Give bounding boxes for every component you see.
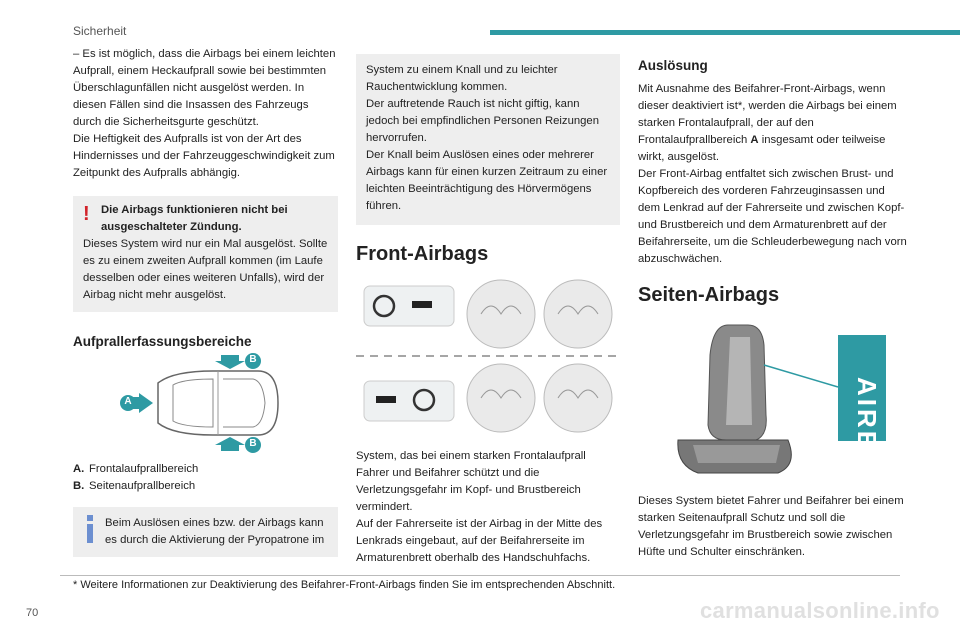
front-airbags-heading: Front-Airbags [356,243,489,265]
airbag-tag-label: AIRBAG [852,377,882,498]
label-b-bottom: B [249,438,257,449]
trigger-text-2: Der Front-Airbag entfaltet sich zwischen Brust- und Kopfbereich des vorderen Fahrzeuginsassen und dem Lenkrad auf der Fahrerseite und zwischen Kopf- und Brustbereich und dem Armaturenbrett auf der Beifahrerseite, um die Schleuderbewegung nach vorn abzuschwächen. [638,168,907,265]
column-1 [73,46,338,557]
warning-bold-text: Die Airbags funktionieren nicht bei ausgeschalteter Zündung. [101,204,288,233]
warning-box [73,196,338,312]
impact-zones-figure [73,353,338,453]
footnote: * Weitere Informationen zur Deaktivierung des Beifahrer-Front-Airbags finden Sie im entsprechenden Abschnitt. [73,579,616,591]
intro-paragraph-2: Die Heftigkeit des Aufpralls ist von der Art des Hindernisses und der Fahrzeuggeschwindigkeit zum Zeitpunkt des Aufpralls abhängig. [73,133,335,179]
box-text-2: Der auftretende Rauch ist nicht giftig, kann jedoch bei empfindlichen Personen Reizungen hervorrufen. [366,98,599,144]
car-top-view-illustration [73,353,338,453]
info-text: Beim Auslösen eines bzw. der Airbags kann es durch die Aktivierung der Pyropatrone im [105,517,325,546]
box-text-3: Der Knall beim Auslösen eines oder mehrerer Airbags kann für einen kurzen Zeitraum zu einer leichten Beeinträchtigung des Hörvermögens führen. [366,149,608,212]
legend-a-text: Frontalaufprallbereich [89,463,199,475]
info-icon [87,515,93,543]
front-airbags-figure [356,276,620,436]
continued-info-box [356,54,620,225]
side-airbag-figure [638,315,908,498]
column-2 [356,54,620,567]
zones-heading: Aufprallerfassungsbereiche [73,334,252,349]
label-b-top: B [249,354,257,365]
column-3 [638,50,908,561]
label-a: A [124,396,132,407]
info-box [73,507,338,557]
intro-paragraph: – Es ist möglich, dass die Airbags bei einem leichten Aufprall, einem Heckaufprall sowie bei bestimmten Überschlagunfällen nicht ausgelöst werden. In diesen Fällen sind die Insassen des Fahrzeugs durch die Sicherheitsgurte geschützt. [73,48,336,128]
section-title: Sicherheit [73,24,127,38]
trigger-text-1: Mit Ausnahme des Beifahrer-Front-Airbags, wenn dieser deaktiviert ist*, werden die Airbags bei einem starken Frontalaufprall, der auf den Frontalaufprallbereich A insgesamt oder teilweise wirkt, ausgelöst. [638,83,897,163]
zones-legend [73,461,338,495]
front-desc-1: System, das bei einem starken Frontalaufprall Fahrer und Beifahrer schützt und die Verletzungsgefahr im Kopf- und Brustbereich vermindert. [356,450,586,513]
box-text-1: System zu einem Knall und zu leichter Rauchentwicklung kommen. [366,64,558,93]
side-airbags-heading: Seiten-Airbags [638,284,780,306]
warning-icon: ! [83,203,90,225]
front-desc-2: Auf der Fahrerseite ist der Airbag in der Mitte des Lenkrads eingebaut, auf der Beifahrerseite im Armaturenbrett oberhalb des Handschuhfachs. [356,518,603,564]
legend-b-key: B. [73,480,85,492]
side-text: Dieses System bietet Fahrer und Beifahrer bei einem starken Seitenaufprall Schutz und soll die Verletzungsgefahr im Brustbereich sowie zwischen Hüfte und Schulter einschränken. [638,495,904,558]
page-number: 70 [26,607,39,619]
warning-text: Dieses System wird nur ein Mal ausgelöst. Sollte es zu einem zweiten Aufprall kommen (im Laufe desselben oder eines weiteren Unfalls), wird der Airbag nicht mehr ausgelöst. [83,238,328,301]
footer-divider [60,575,900,576]
legend-b-text: Seitenaufprallbereich [89,480,196,492]
header-accent-bar [490,30,960,35]
watermark: carmanualsonline.info [700,598,940,623]
front-airbag-illustration [356,276,620,436]
trigger-heading: Auslösung [638,58,708,73]
legend-a-key: A. [73,463,85,475]
